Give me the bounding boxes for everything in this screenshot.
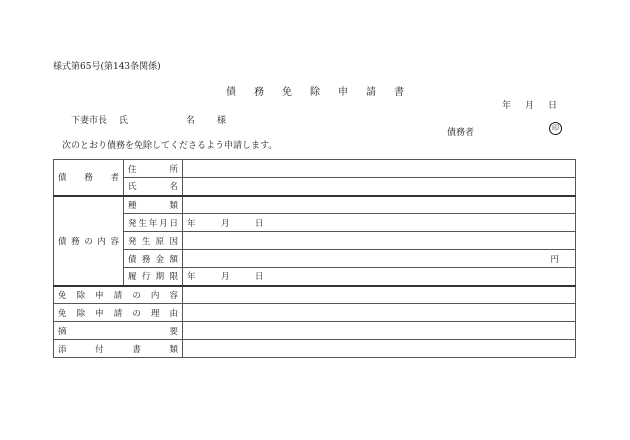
addressee-name-2: 名 xyxy=(186,116,196,126)
application-table xyxy=(53,159,576,358)
table-row xyxy=(54,322,576,340)
day-label: 日 xyxy=(548,101,558,111)
document-title xyxy=(0,83,630,98)
table-row xyxy=(54,340,576,358)
title-char: 除 xyxy=(310,87,320,98)
cause-label: 発 生 原 因 xyxy=(124,232,183,250)
table-row xyxy=(54,196,576,214)
form-number: 様式第65号(第143条関係) xyxy=(53,62,161,72)
request-statement: 次のとおり債務を免除してくださるよう申請します。 xyxy=(62,141,278,151)
year-label: 年 xyxy=(502,101,512,111)
summary-field[interactable] xyxy=(183,322,576,340)
month-label: 月 xyxy=(525,101,535,111)
deadline-label: 履 行 期 限 xyxy=(124,268,183,286)
applicant-label: 債務者 xyxy=(447,128,475,138)
exemption-content-field[interactable] xyxy=(183,286,576,304)
addressee-name-1: 氏 xyxy=(119,116,129,126)
occurred-date-label: 発 生 年 月 日 xyxy=(124,214,183,232)
address-label: 住 所 xyxy=(124,160,183,178)
exemption-content-label: 免 除 申 請 の 内 容 xyxy=(54,286,183,304)
title-char: 債 xyxy=(226,87,236,98)
yen-unit: 円 xyxy=(550,254,559,265)
cause-field[interactable] xyxy=(183,232,576,250)
kind-label: 種 類 xyxy=(124,196,183,214)
exemption-reason-label: 免 除 申 請 の 理 由 xyxy=(54,304,183,322)
attachments-label: 添 付 書 類 xyxy=(54,340,183,358)
table-row xyxy=(54,178,576,196)
addressee xyxy=(71,113,266,126)
summary-label: 摘 要 xyxy=(54,322,183,340)
title-char: 書 xyxy=(394,87,404,98)
debtor-group-label: 債 務 者 xyxy=(54,160,124,196)
name-field[interactable] xyxy=(183,178,576,196)
addressee-title: 下妻市長 xyxy=(71,116,108,126)
table-row xyxy=(54,250,576,268)
table-row xyxy=(54,214,576,232)
title-char: 請 xyxy=(366,87,376,98)
seal-mark: 印 xyxy=(549,122,562,135)
exemption-reason-field[interactable] xyxy=(183,304,576,322)
table-row xyxy=(54,160,576,178)
title-char: 務 xyxy=(254,87,264,98)
title-char: 申 xyxy=(338,87,348,98)
amount-field[interactable] xyxy=(183,250,576,268)
amount-label: 債 務 金 額 xyxy=(124,250,183,268)
table-row xyxy=(54,232,576,250)
address-field[interactable] xyxy=(183,160,576,178)
addressee-honorific: 様 xyxy=(217,116,227,126)
title-char: 免 xyxy=(282,87,292,98)
kind-field[interactable] xyxy=(183,196,576,214)
name-label: 氏 名 xyxy=(124,178,183,196)
attachments-field[interactable] xyxy=(183,340,576,358)
table-row xyxy=(54,286,576,304)
table-row xyxy=(54,268,576,286)
occurred-date-field[interactable]: 年 月 日 xyxy=(183,214,576,232)
debt-content-group-label: 債 務 の 内 容 xyxy=(54,196,124,286)
application-date xyxy=(502,98,557,111)
table-row xyxy=(54,304,576,322)
deadline-field[interactable]: 年 月 日 xyxy=(183,268,576,286)
